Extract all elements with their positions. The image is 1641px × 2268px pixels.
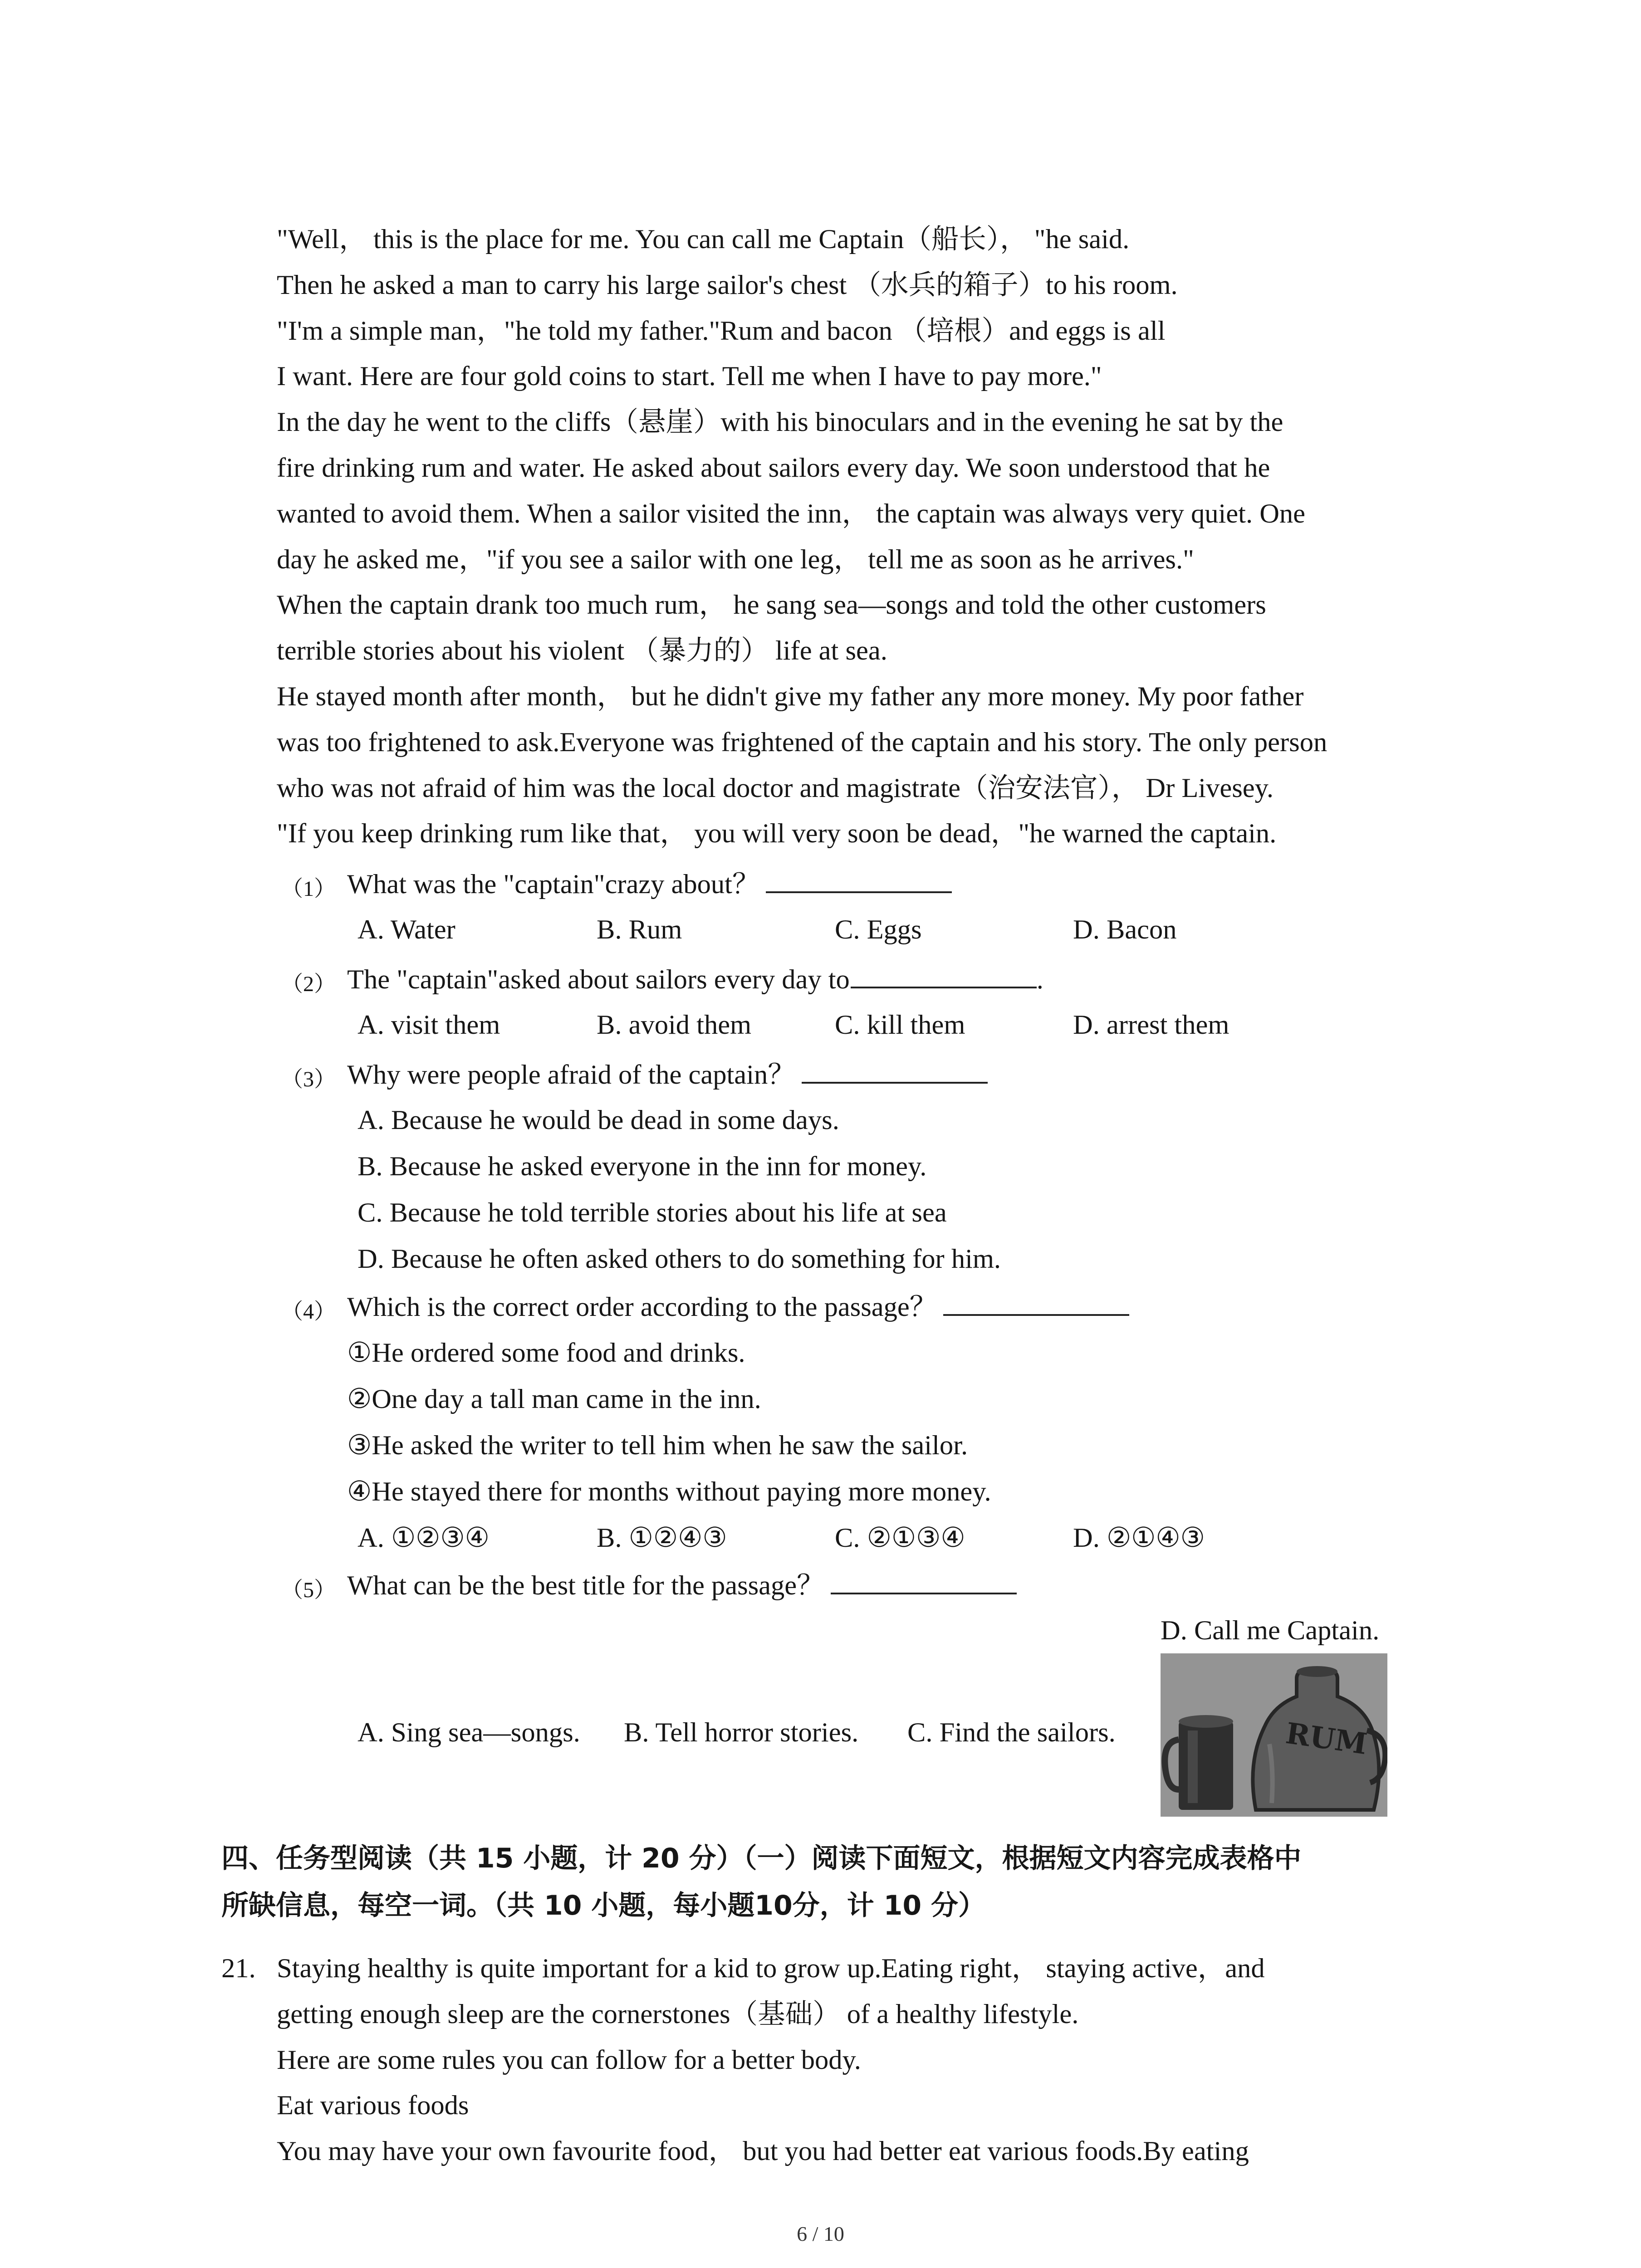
order-item: ①He ordered some food and drinks. — [347, 1338, 745, 1368]
question-text: Why were people afraid of the captain？ — [347, 1060, 795, 1090]
passage-line: When the captain drank too much rum， he sang sea—songs and told the other customers — [277, 590, 1266, 621]
option: B. avoid them — [597, 1010, 752, 1040]
answer-blank[interactable] — [851, 959, 1037, 988]
mug-icon — [1179, 1721, 1233, 1810]
passage-line: Eat various foods — [277, 2090, 469, 2121]
passage-line: wanted to avoid them. When a sailor visited the inn， the captain was always very quiet. One — [277, 498, 1306, 529]
answer-blank[interactable] — [802, 1055, 988, 1084]
answer-blank[interactable] — [831, 1565, 1017, 1594]
option: B. Because he asked everyone in the inn for money. — [358, 1151, 927, 1182]
option: A. visit them — [358, 1010, 500, 1040]
order-item: ③He asked the writer to tell him when he saw the sailor. — [347, 1430, 968, 1461]
passage-line: You may have your own favourite food， but you had better eat various foods.By eating — [277, 2136, 1249, 2167]
question-number: （2） — [281, 972, 336, 996]
passage-line: getting enough sleep are the cornerstones（基础） of a healthy lifestyle. — [277, 1999, 1079, 2029]
passage — [277, 217, 1529, 857]
answer-blank[interactable] — [943, 1287, 1129, 1316]
option: D. ②①④③ — [1073, 1523, 1205, 1553]
passage-line: day he asked me，"if you see a sailor with one leg， tell me as soon as he arrives." — [277, 544, 1194, 575]
question-5 — [347, 1563, 1017, 1608]
option: C. ②①③④ — [835, 1523, 965, 1553]
question-21-passage — [277, 1946, 1529, 2175]
passage-line: He stayed month after month， but he didn't give my father any more money. My poor father — [277, 681, 1304, 712]
question-4 — [347, 1285, 1129, 1330]
passage-line: Then he asked a man to carry his large sailor's chest （水兵的箱子）to his room. — [277, 269, 1178, 300]
option: C. kill them — [835, 1010, 965, 1040]
passage-line: fire drinking rum and water. He asked about sailors every day. We soon understood that he — [277, 452, 1270, 483]
question-text: What was the "captain"crazy about？ — [347, 869, 760, 899]
answer-blank[interactable] — [766, 864, 952, 893]
page-number: 6 / 10 — [797, 2222, 844, 2245]
question-number: （5） — [281, 1578, 336, 1602]
option: A. Because he would be dead in some days. — [358, 1105, 839, 1135]
option: C. Because he told terrible stories about his life at sea — [358, 1198, 947, 1228]
question-text: What can be the best title for the passage？ — [347, 1570, 824, 1601]
option: B. Rum — [597, 914, 682, 945]
jug-stopper — [1297, 1666, 1337, 1677]
option: C. Find the sailors. — [907, 1717, 1116, 1748]
question-3 — [347, 1052, 988, 1098]
passage-line: was too frightened to ask.Everyone was frightened of the captain and his story. The only person — [277, 727, 1327, 758]
option: D. arrest them — [1073, 1010, 1230, 1040]
rum-jug-picture — [1161, 1653, 1387, 1817]
question-number: （4） — [281, 1300, 336, 1324]
option: C. Eggs — [835, 914, 922, 945]
mug-rim — [1179, 1715, 1233, 1728]
section-heading-line-1: 四、任务型阅读（共 15 小题，计 20 分）（一）阅读下面短文，根据短文内容完成表格中 — [221, 1843, 1302, 1874]
rum-label: RUM — [1283, 1716, 1369, 1762]
question-text: Which is the correct order according to the passage？ — [347, 1292, 937, 1322]
period-mark: . — [1036, 964, 1043, 995]
passage-line: "Well， this is the place for me. You can call me Captain（船长）， "he said. — [277, 224, 1130, 254]
question-2 — [347, 957, 1043, 1002]
mug-highlight — [1188, 1730, 1198, 1803]
question-21-number: 21. — [221, 1953, 256, 1984]
passage-line: "If you keep drinking rum like that， you will very soon be dead，"he warned the captain. — [277, 818, 1277, 849]
question-1 — [347, 862, 952, 907]
option: A. Sing sea—songs. — [358, 1717, 580, 1748]
order-item: ②One day a tall man came in the inn. — [347, 1384, 761, 1414]
passage-line: Here are some rules you can follow for a better body. — [277, 2044, 861, 2075]
passage-line: I want. Here are four gold coins to start. Tell me when I have to pay more." — [277, 361, 1102, 392]
passage-line: "I'm a simple man，"he told my father."Rum and bacon （培根）and eggs is all — [277, 315, 1166, 346]
option: D. Call me Captain. — [1161, 1615, 1380, 1646]
option: B. Tell horror stories. — [624, 1717, 859, 1748]
passage-line: Staying healthy is quite important for a kid to grow up.Eating right， staying active，and — [277, 1953, 1265, 1984]
question-number: （1） — [281, 877, 336, 901]
passage-line: In the day he went to the cliffs（悬崖）with his binoculars and in the evening he sat by the — [277, 407, 1283, 438]
option: D. Bacon — [1073, 914, 1177, 945]
passage-line: who was not afraid of him was the local doctor and magistrate（治安法官）， Dr Livesey. — [277, 772, 1274, 803]
option: A. ①②③④ — [358, 1523, 490, 1553]
order-item: ④He stayed there for months without paying more money. — [347, 1476, 991, 1507]
option: D. Because he often asked others to do something for him. — [358, 1244, 1001, 1274]
question-number: （3） — [281, 1067, 336, 1091]
section-heading-line-2: 所缺信息，每空一词。（共 10 小题，每小题10分，计 10 分） — [221, 1890, 986, 1921]
question-text: The "captain"asked about sailors every day to — [347, 964, 850, 995]
option: A. Water — [358, 914, 456, 945]
passage-line: terrible stories about his violent （暴力的） life at sea. — [277, 635, 887, 666]
option: B. ①②④③ — [597, 1523, 727, 1553]
